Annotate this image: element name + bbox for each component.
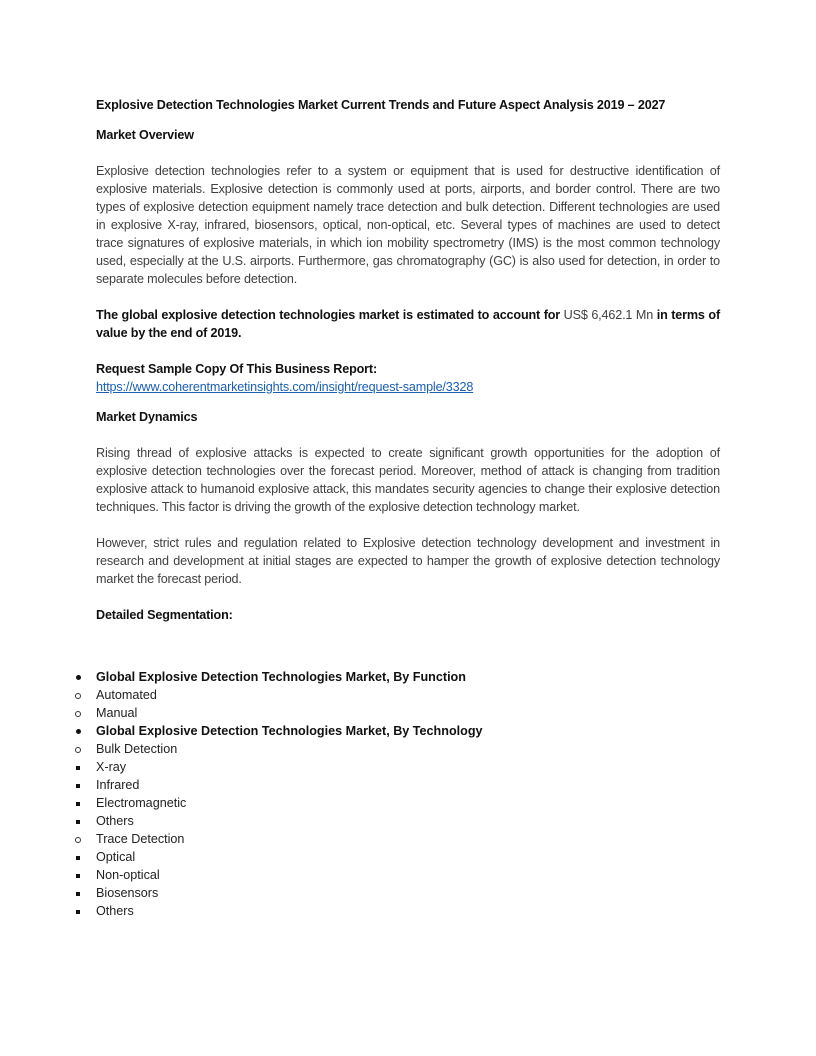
square-marker-icon xyxy=(72,758,84,776)
segmentation-list xyxy=(0,668,816,920)
estimate-post: in terms of value by the end of 2019. xyxy=(96,308,720,340)
list-item-label: Others xyxy=(96,904,134,918)
market-overview-heading: Market Overview xyxy=(96,128,194,142)
market-estimate-paragraph xyxy=(96,306,720,342)
square-marker-icon xyxy=(72,812,84,830)
circle-marker-icon xyxy=(72,704,84,722)
list-item xyxy=(0,776,816,794)
list-item-label: Optical xyxy=(96,850,136,864)
list-item xyxy=(0,686,816,704)
circle-marker-icon xyxy=(72,686,84,704)
list-item xyxy=(0,812,816,830)
list-item-label: Electromagnetic xyxy=(96,796,187,810)
square-marker-icon xyxy=(72,794,84,812)
list-item-label: Non-optical xyxy=(96,868,160,882)
estimate-pre: The global explosive detection technologies market is estimated to account for xyxy=(96,308,561,322)
list-item-label: Global Explosive Detection Technologies Market, By Function xyxy=(96,670,466,684)
list-item-label: Bulk Detection xyxy=(96,742,178,756)
list-item-label: Global Explosive Detection Technologies Market, By Technology xyxy=(96,724,483,738)
list-item xyxy=(0,722,816,740)
market-dynamics-heading: Market Dynamics xyxy=(96,410,198,424)
list-item xyxy=(0,668,816,686)
square-marker-icon xyxy=(72,902,84,920)
list-item xyxy=(0,902,816,920)
document-title: Explosive Detection Technologies Market Current Trends and Future Aspect Analysis 2019 – 2027 xyxy=(96,98,666,112)
list-item xyxy=(0,848,816,866)
list-item-label: Manual xyxy=(96,706,138,720)
list-item-label: Others xyxy=(96,814,134,828)
segmentation-heading: Detailed Segmentation: xyxy=(96,608,233,622)
list-item xyxy=(0,866,816,884)
square-marker-icon xyxy=(72,866,84,884)
list-item-label: Infrared xyxy=(96,778,140,792)
list-item xyxy=(0,704,816,722)
square-marker-icon xyxy=(72,848,84,866)
list-item xyxy=(0,884,816,902)
list-item xyxy=(0,794,816,812)
request-sample-link[interactable]: https://www.coherentmarketinsights.com/insight/request-sample/3328 xyxy=(96,380,474,394)
square-marker-icon xyxy=(72,884,84,902)
market-dynamics-paragraph-1: Rising thread of explosive attacks is expected to create significant growth opportunities for the adoption of explosive detection technologies over the forecast period. Moreover, method of attack is changing from tradition explosive attack to humanoid explosive attack, this mandates security agencies to change their explosive detection techniques. This factor is driving the growth of the explosive detection technology market. xyxy=(96,446,720,514)
document-body xyxy=(96,96,720,624)
list-item-label: X-ray xyxy=(96,760,127,774)
bullet-marker-icon xyxy=(72,668,84,686)
circle-marker-icon xyxy=(72,830,84,848)
circle-marker-icon xyxy=(72,740,84,758)
bullet-marker-icon xyxy=(72,722,84,740)
list-item-label: Biosensors xyxy=(96,886,159,900)
request-sample-label: Request Sample Copy Of This Business Report: xyxy=(96,362,378,376)
list-item xyxy=(0,740,816,758)
list-item-label: Trace Detection xyxy=(96,832,185,846)
list-item xyxy=(0,830,816,848)
market-dynamics-paragraph-2: However, strict rules and regulation related to Explosive detection technology development and investment in research and development at initial stages are expected to hamper the growth of explosive detection technology market the forecast period. xyxy=(96,536,720,586)
list-item-label: Automated xyxy=(96,688,157,702)
list-item xyxy=(0,758,816,776)
estimate-value: US$ 6,462.1 Mn xyxy=(563,308,654,322)
market-overview-paragraph: Explosive detection technologies refer to a system or equipment that is used for destructive identification of explosive materials. Explosive detection is commonly used at ports, airports, and border control. There are two types of explosive detection equipment namely trace detection and bulk detection. Different technologies are used in explosive X-ray, infrared, biosensors, optical, non-optical, etc. Several types of machines are used to detect trace signatures of explosive materials, in which ion mobility spectrometry (IMS) is the most common technology used, especially at the U.S. airports. Furthermore, gas chromatography (GC) is also used for detection, in order to separate molecules before detection. xyxy=(96,164,720,286)
square-marker-icon xyxy=(72,776,84,794)
